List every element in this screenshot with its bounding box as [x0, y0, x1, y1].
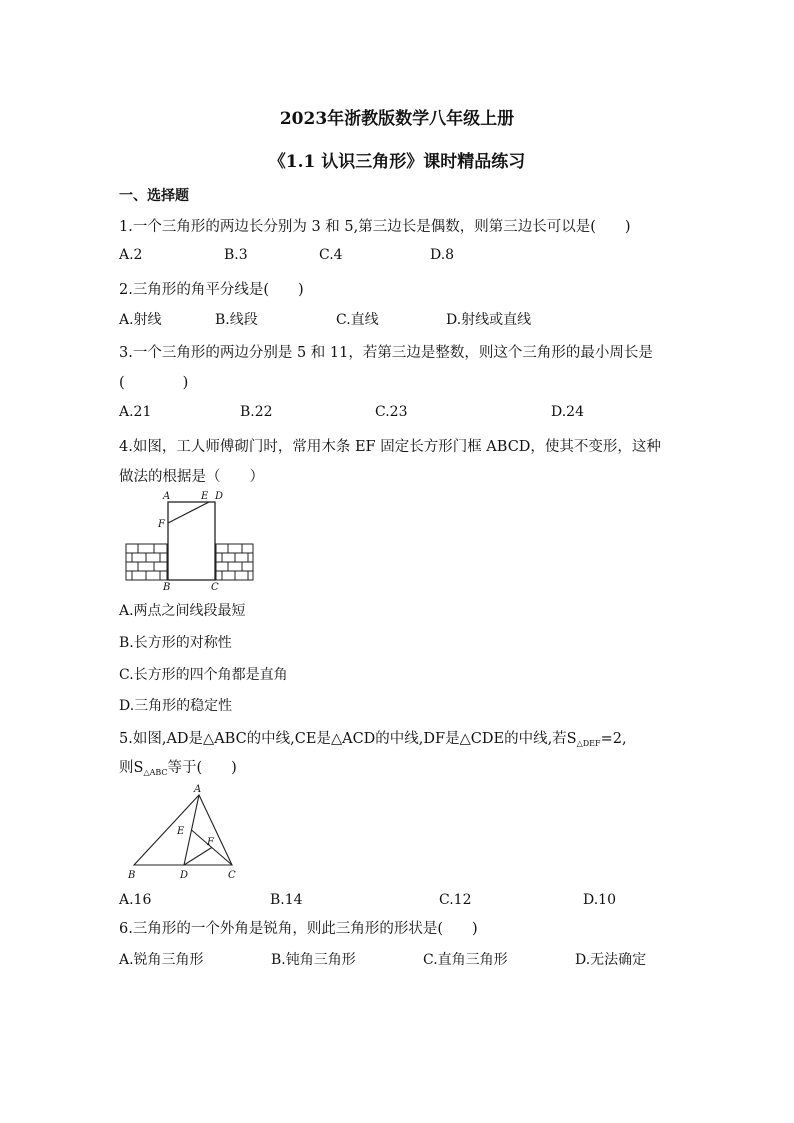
question-6-option-d: D.无法确定: [575, 952, 647, 968]
question-4-text-line1: 4.如图，工人师傅砌门时，常用木条 EF 固定长方形门框 ABCD，使其不变形，这种: [119, 439, 661, 455]
figure4-label-f: F: [158, 519, 165, 530]
question-4-option-a: A.两点之间线段最短: [119, 603, 246, 619]
question-6-option-a: A.锐角三角形: [119, 952, 204, 968]
figure4-label-b: B: [163, 582, 171, 593]
question-6-option-b: B.钝角三角形: [271, 952, 356, 968]
question-4-text-line2: 做法的根据是（ ）: [119, 469, 264, 485]
question-1-option-a: A.2: [119, 247, 143, 263]
figure4-label-c: C: [211, 582, 219, 593]
question-3-text-line1: 3.一个三角形的两边分别是 5 和 11，若第三边是整数，则这个三角形的最小周长是: [119, 345, 653, 361]
question-5-text-line1: 5.如图,AD是△ABC的中线,CE是△ACD的中线,DF是△CDE的中线,若$S_{\triangle DEF}=2$,: [119, 731, 627, 748]
question-3-option-a: A.21: [119, 404, 152, 420]
question-3-option-d: D.24: [551, 404, 584, 420]
question-5-option-d: D.10: [583, 892, 616, 908]
question-1-option-c: C.4: [319, 247, 343, 263]
section-heading: 一、选择题: [119, 188, 189, 204]
question-5-option-a: A.16: [119, 892, 152, 908]
question-3-text-line2: ( ): [119, 375, 189, 391]
figure4-label-e: E: [201, 491, 209, 502]
figure4-label-d: D: [215, 491, 224, 502]
document-subtitle: 《1.1 认识三角形》课时精品练习: [268, 152, 526, 172]
document-title: 2023年浙教版数学八年级上册: [279, 109, 515, 129]
question-2-option-c: C.直线: [336, 312, 379, 328]
question-6-option-c: C.直角三角形: [423, 952, 508, 968]
question-5-text-line2: 则$S_{\triangle ABC}$等于( ): [119, 760, 237, 777]
triangle-figure: [124, 782, 244, 882]
figure5-label-f: F: [207, 837, 214, 848]
figure5-label-d: D: [180, 870, 189, 881]
question-2-option-d: D.射线或直线: [446, 312, 532, 328]
question-6-text: 6.三角形的一个外角是锐角，则此三角形的形状是( ): [119, 921, 478, 937]
question-1-option-b: B.3: [224, 247, 248, 263]
question-5-option-c: C.12: [439, 892, 472, 908]
question-3-option-c: C.23: [375, 404, 408, 420]
question-4-option-d: D.三角形的稳定性: [119, 698, 233, 714]
question-3-option-b: B.22: [240, 404, 273, 420]
figure5-label-b: B: [128, 870, 136, 881]
figure4-label-a: A: [163, 491, 171, 502]
figure5-label-e: E: [177, 826, 185, 837]
figure5-label-a: A: [194, 784, 202, 795]
question-1-text: 1.一个三角形的两边长分别为 3 和 5,第三边长是偶数，则第三边长可以是( ): [119, 219, 631, 235]
question-2-option-b: B.线段: [215, 312, 258, 328]
question-5-option-b: B.14: [270, 892, 303, 908]
question-2-text: 2.三角形的角平分线是( ): [119, 282, 304, 298]
door-frame-figure: [122, 489, 258, 593]
figure5-label-c: C: [228, 870, 236, 881]
question-4-option-b: B.长方形的对称性: [119, 635, 232, 651]
question-4-option-c: C.长方形的四个角都是直角: [119, 667, 288, 683]
question-1-option-d: D.8: [430, 247, 455, 263]
question-2-option-a: A.射线: [119, 312, 162, 328]
